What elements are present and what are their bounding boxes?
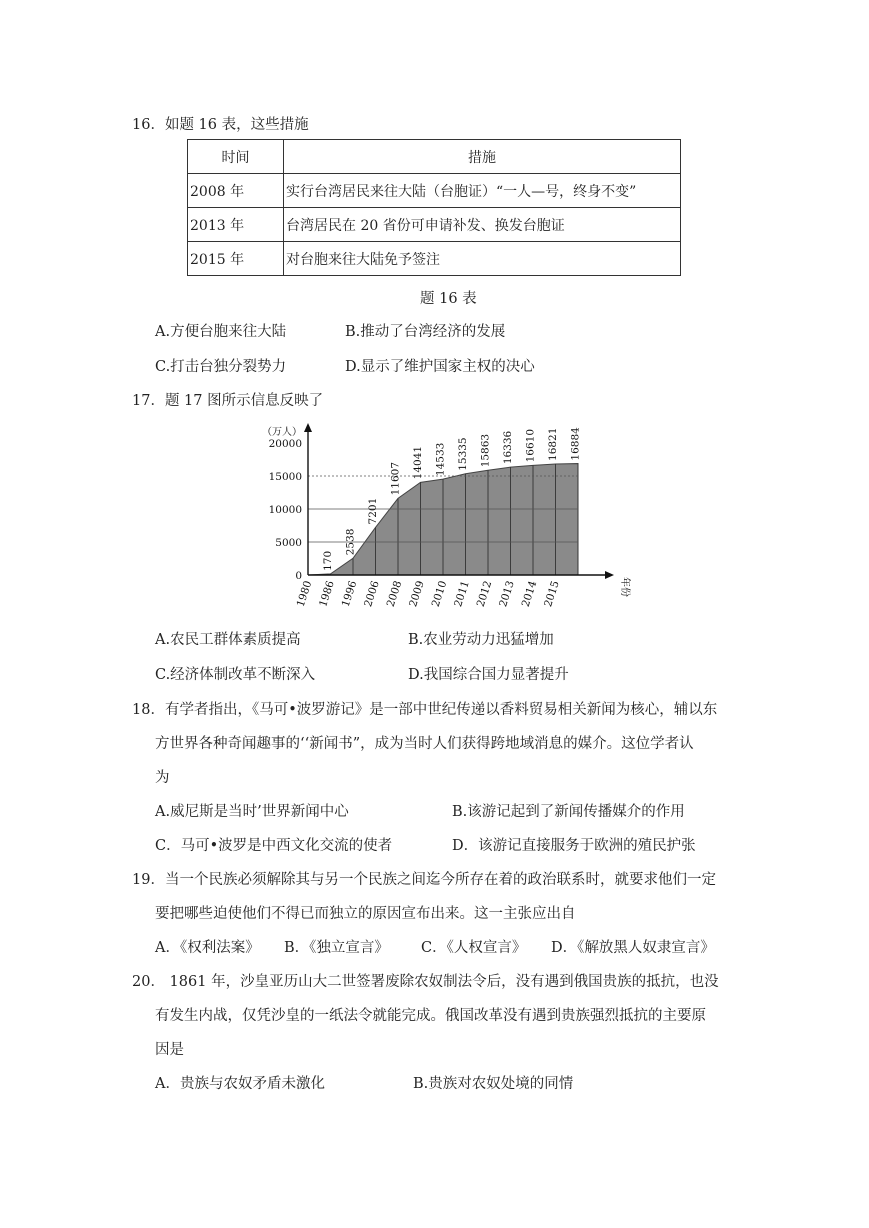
q16-table-caption: 题 16 表 <box>420 291 477 307</box>
chart-x-tick-label: 2010 <box>429 579 450 609</box>
chart-x-tick-label: 2012 <box>474 579 495 609</box>
chart-data-label: 15335 <box>457 437 470 471</box>
table-row <box>188 174 681 208</box>
q19-line-2: 要把哪些迫使他们不得已而独立的原因宣布出来。这一主张应出自 <box>155 906 576 922</box>
chart-data-label: 16336 <box>502 430 515 465</box>
q19-option-d: D．《解放黑人奴隶宣言》 <box>551 940 715 956</box>
q18-line-1: 18．有学者指出，《马可•波罗游记》是一部中世纪传递以香料贸易相关新闻为核心，辅以东 <box>132 702 718 718</box>
q18-option-a: A.威尼斯是当时’世界新闻中心 <box>155 804 349 820</box>
table-cell-year: 2015 年 <box>188 242 284 276</box>
q17-option-d: D.我国综合国力显著提升 <box>408 667 569 683</box>
chart-y-tick-label: 0 <box>295 570 302 582</box>
chart-x-tick-label: 2013 <box>497 579 517 609</box>
chart-data-label: 16821 <box>547 427 560 461</box>
q20-line-1: 20． 1861 年，沙皇亚历山大二世签署废除农奴制法令后，没有遇到俄国贵族的抵抗，也没 <box>132 974 719 990</box>
q16-option-a: A.方便台胞来往大陆 <box>155 324 287 340</box>
q18-line-3: 为 <box>155 770 170 786</box>
q16-option-d: D.显示了维护国家主权的决心 <box>345 359 535 375</box>
chart-data-label: 2538 <box>344 528 357 556</box>
q20-line-3: 因是 <box>155 1042 184 1058</box>
table-cell-measure: 对台胞来往大陆免予签注 <box>284 242 681 276</box>
q17-option-b: B.农业劳动力迅猛增加 <box>408 632 554 648</box>
table-header-row <box>188 140 681 174</box>
chart-x-unit-label: 年份 <box>619 577 630 597</box>
chart-data-label: 7201 <box>367 497 380 525</box>
table-cell-measure: 实行台湾居民来往大陆（台胞证）“一人—号，终身不变” <box>284 174 681 208</box>
q16-stem: 16．如题 16 表，这些措施 <box>132 117 309 133</box>
chart-data-label: 14533 <box>434 442 447 477</box>
q20-option-a: A．贵族与农奴矛盾未激化 <box>155 1076 325 1092</box>
chart-data-label: 170 <box>322 550 335 571</box>
q18-option-d: D．该游记直接服务于欧洲的殖民护张 <box>452 838 696 854</box>
chart-x-tick-label: 1986 <box>317 579 337 609</box>
chart-data-label: 16884 <box>569 427 582 461</box>
table-cell-year: 2008 年 <box>188 174 284 208</box>
q18-line-2: 方世界各种奇闻趣事的‘‘新闻书”，成为当时人们获得跨地域消息的媒介。这位学者认 <box>155 736 694 752</box>
q19-line-1: 19．当一个民族必须解除其与另一个民族之间迄今所存在着的政治联系时，就要求他们一定 <box>132 872 716 888</box>
chart-data-label: 11607 <box>389 461 402 496</box>
q18-option-b: B.该游记起到了新闻传播媒介的作用 <box>452 804 685 820</box>
table-cell-year: 2013 年 <box>188 208 284 242</box>
chart-x-tick-label: 1980 <box>294 579 315 609</box>
chart-x-tick-label: 2015 <box>542 579 562 609</box>
table-row <box>188 208 681 242</box>
table-header-time: 时间 <box>188 140 284 174</box>
q18-option-c: C．马可•波罗是中西文化交流的使者 <box>155 838 393 854</box>
q17-option-a: A.农民工群体素质提高 <box>155 632 301 648</box>
q19-option-b: B．《独立宣言》 <box>284 940 389 956</box>
chart-x-axis-arrow <box>605 571 614 579</box>
chart-y-tick-label: 15000 <box>268 471 302 483</box>
q17-option-c: C.经济体制改革不断深入 <box>155 667 316 683</box>
q16-table <box>187 139 681 276</box>
chart-x-tick-label: 2009 <box>407 579 427 609</box>
table-row <box>188 242 681 276</box>
chart-y-unit-label: （万人） <box>262 427 302 438</box>
q19-option-a: A．《权利法案》 <box>155 940 260 956</box>
chart-x-tick-label: 2011 <box>452 579 472 609</box>
chart-y-tick-label: 5000 <box>275 537 302 549</box>
table-header-measure: 措施 <box>284 140 681 174</box>
chart-y-axis-arrow <box>304 423 312 432</box>
q20-line-2: 有发生内战，仅凭沙皇的一纸法令就能完成。俄国改革没有遇到贵族强烈抵抗的主要原 <box>155 1008 706 1024</box>
q16-option-c: C.打击台独分裂势力 <box>155 359 287 375</box>
q19-option-c: C．《人权宣言》 <box>421 940 527 956</box>
chart-data-label: 14041 <box>412 445 425 480</box>
q17-chart <box>250 415 640 620</box>
q20-option-b: B.贵族对农奴处境的同情 <box>413 1076 574 1092</box>
chart-y-tick-label: 20000 <box>268 438 302 450</box>
q17-stem: 17．题 17 图所示信息反映了 <box>132 393 324 409</box>
chart-x-tick-label: 2014 <box>519 579 540 609</box>
chart-x-tick-label: 2008 <box>384 579 405 609</box>
chart-y-tick-label: 10000 <box>268 504 302 516</box>
chart-data-label: 16610 <box>524 428 537 463</box>
table-cell-measure: 台湾居民在 20 省份可申请补发、换发台胞证 <box>284 208 681 242</box>
chart-x-tick-label: 1996 <box>339 579 360 609</box>
q16-option-b: B.推动了台湾经济的发展 <box>345 324 506 340</box>
chart-x-tick-label: 2006 <box>362 579 382 609</box>
chart-data-label: 15863 <box>479 433 492 468</box>
